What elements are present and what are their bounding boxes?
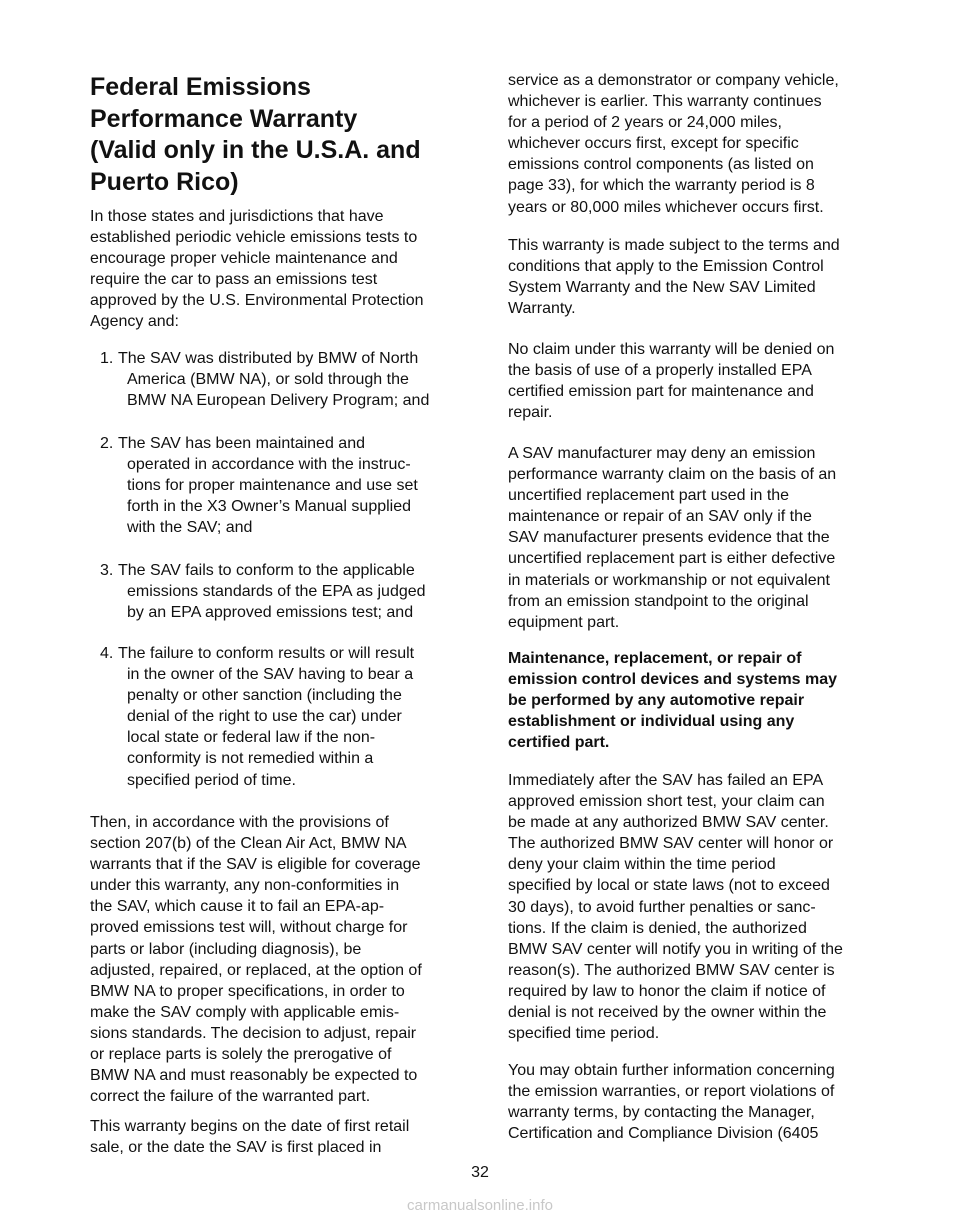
- text-line: repair.: [508, 404, 553, 422]
- text-line: This warranty is made subject to the terms and: [508, 237, 840, 254]
- text-line: operated in accordance with the instruc-: [127, 456, 411, 474]
- text-line: the emission warranties, or report violations of: [508, 1083, 835, 1101]
- text-line: The authorized BMW SAV center will honor or: [508, 835, 834, 853]
- list-item-text: [118, 643, 414, 791]
- text-line: from an emission standpoint to the original: [508, 592, 809, 610]
- terms-paragraph: [508, 235, 840, 319]
- text-line: BMW NA European Delivery Program; and: [127, 392, 430, 410]
- text-line: emissions standards of the EPA as judged: [127, 583, 426, 601]
- text-line: service as a demonstrator or company vehicle,: [508, 72, 839, 89]
- text-line: In those states and jurisdictions that have: [90, 208, 384, 225]
- text-line: warranty terms, by contacting the Manager,: [508, 1104, 815, 1122]
- list-number: 3.: [100, 562, 114, 579]
- text-line: The SAV has been maintained and: [118, 435, 365, 452]
- intro-paragraph: [90, 206, 424, 333]
- text-line: establishment or individual using any: [508, 713, 795, 731]
- text-line: SAV manufacturer presents evidence that the: [508, 529, 830, 547]
- footer-watermark: carmanualsonline.info: [407, 1197, 553, 1214]
- text-line: warrants that if the SAV is eligible for coverage: [90, 856, 421, 874]
- text-line: specified by local or state laws (not to exceed: [508, 877, 830, 895]
- text-line: emissions control components (as listed on: [508, 156, 814, 174]
- text-line: be made at any authorized BMW SAV center.: [508, 814, 829, 832]
- text-line: by an EPA approved emissions test; and: [127, 604, 414, 622]
- text-line: Certification and Compliance Division (6405: [508, 1125, 819, 1143]
- text-line: Warranty.: [508, 300, 576, 318]
- maintenance-bold-paragraph: [508, 648, 837, 753]
- text-line: tions for proper maintenance and use set: [127, 477, 418, 495]
- text-line: approved by the U.S. Environmental Protection: [90, 292, 424, 310]
- list-item-text: [118, 348, 429, 411]
- text-line: conformity is not remedied within a: [127, 750, 374, 768]
- warranty-period-paragraph: [508, 70, 839, 218]
- text-line: certified part.: [508, 734, 610, 752]
- text-line: performance warranty claim on the basis of an: [508, 466, 837, 484]
- text-line: approved emission short test, your claim can: [508, 793, 825, 811]
- text-line: This warranty begins on the date of first retail: [90, 1118, 410, 1135]
- text-line: uncertified replacement part is either defective: [508, 550, 836, 568]
- further-info-paragraph: [508, 1060, 835, 1144]
- text-line: section 207(b) of the Clean Air Act, BMW NA: [90, 835, 407, 853]
- text-line: adjusted, repaired, or replaced, at the option of: [90, 961, 422, 979]
- list-item-text: [118, 433, 418, 538]
- text-line: penalty or other sanction (including the: [127, 687, 402, 705]
- list-number: 2.: [100, 435, 114, 452]
- text-line: reason(s). The authorized BMW SAV center is: [508, 961, 835, 979]
- text-line: certified emission part for maintenance and: [508, 383, 814, 401]
- text-line: make the SAV comply with applicable emis-: [90, 1003, 400, 1021]
- manufacturer-deny-paragraph: [508, 443, 836, 633]
- text-line: sions standards. The decision to adjust, repair: [90, 1024, 417, 1042]
- text-line: with the SAV; and: [127, 519, 253, 537]
- text-line: No claim under this warranty will be denied on: [508, 341, 835, 358]
- text-line: emission control devices and systems may: [508, 671, 838, 689]
- text-line: BMW NA and must reasonably be expected to: [90, 1067, 418, 1085]
- text-line: parts or labor (including diagnosis), be: [90, 940, 362, 958]
- text-line: the basis of use of a properly installed EPA: [508, 362, 812, 380]
- text-line: tions. If the claim is denied, the authorized: [508, 919, 807, 937]
- text-line: The SAV was distributed by BMW of North: [118, 350, 419, 367]
- title-line: Federal Emissions: [90, 73, 311, 101]
- title-line: Puerto Rico): [90, 167, 239, 196]
- text-line: America (BMW NA), or sold through the: [127, 371, 409, 389]
- text-line: in the owner of the SAV having to bear a: [127, 666, 414, 684]
- text-line: be performed by any automotive repair: [508, 692, 805, 710]
- text-line: in materials or workmanship or not equivalent: [508, 571, 830, 589]
- text-line: conditions that apply to the Emission Control: [508, 258, 824, 276]
- text-line: page 33), for which the warranty period is 8: [508, 177, 815, 195]
- text-line: proved emissions test will, without charge for: [90, 919, 408, 937]
- warranty-begins-paragraph: [90, 1116, 409, 1158]
- text-line: encourage proper vehicle maintenance and: [90, 250, 398, 268]
- list-number: 1.: [100, 350, 114, 367]
- text-line: denial is not received by the owner within the: [508, 1004, 827, 1022]
- text-line: deny your claim within the time period: [508, 856, 776, 874]
- text-line: whichever is earlier. This warranty continues: [508, 93, 822, 111]
- text-line: The SAV fails to conform to the applicable: [118, 562, 415, 579]
- text-line: System Warranty and the New SAV Limited: [508, 279, 816, 297]
- text-line: specified time period.: [508, 1025, 660, 1043]
- text-line: You may obtain further information concerning: [508, 1062, 835, 1079]
- text-line: require the car to pass an emissions test: [90, 271, 378, 289]
- text-line: specified period of time.: [127, 771, 296, 789]
- title-line: (Valid only in the U.S.A. and: [90, 136, 421, 164]
- text-line: forth in the X3 Owner’s Manual supplied: [127, 498, 412, 516]
- text-line: denial of the right to use the car) under: [127, 708, 402, 726]
- text-line: 30 days), to avoid further penalties or sanc-: [508, 898, 816, 916]
- claim-process-paragraph: [508, 770, 843, 1044]
- text-line: BMW SAV center will notify you in writing of the: [508, 940, 843, 958]
- text-line: required by law to honor the claim if notice of: [508, 982, 826, 1000]
- list-number: 4.: [100, 645, 114, 662]
- text-line: sale, or the date the SAV is first placed in: [90, 1139, 382, 1157]
- list-item-text: [118, 560, 426, 623]
- page-title: [90, 72, 421, 198]
- page-number: 32: [471, 1164, 489, 1181]
- text-line: for a period of 2 years or 24,000 miles,: [508, 114, 782, 132]
- text-line: whichever occurs first, except for specific: [508, 135, 799, 153]
- text-line: Maintenance, replacement, or repair of: [508, 650, 802, 667]
- then-paragraph: [90, 812, 422, 1107]
- text-line: Immediately after the SAV has failed an EPA: [508, 772, 824, 789]
- text-line: local state or federal law if the non-: [127, 729, 376, 747]
- text-line: Agency and:: [90, 313, 179, 331]
- text-line: the SAV, which cause it to fail an EPA-ap-: [90, 898, 385, 916]
- text-line: correct the failure of the warranted part.: [90, 1088, 371, 1106]
- text-line: years or 80,000 miles whichever occurs first.: [508, 198, 824, 216]
- text-line: maintenance or repair of an SAV only if the: [508, 508, 812, 526]
- text-line: BMW NA to proper specifications, in order to: [90, 982, 405, 1000]
- text-line: established periodic vehicle emissions tests to: [90, 229, 418, 247]
- text-line: equipment part.: [508, 613, 620, 631]
- text-line: uncertified replacement part used in the: [508, 487, 790, 505]
- text-line: A SAV manufacturer may deny an emission: [508, 445, 816, 462]
- text-line: under this warranty, any non-conformities in: [90, 877, 400, 895]
- text-line: or replace parts is solely the prerogative of: [90, 1046, 392, 1064]
- no-claim-denied-paragraph: [508, 339, 834, 423]
- text-line: The failure to conform results or will result: [118, 645, 415, 662]
- title-line: Performance Warranty: [90, 104, 358, 133]
- text-line: Then, in accordance with the provisions of: [90, 814, 389, 831]
